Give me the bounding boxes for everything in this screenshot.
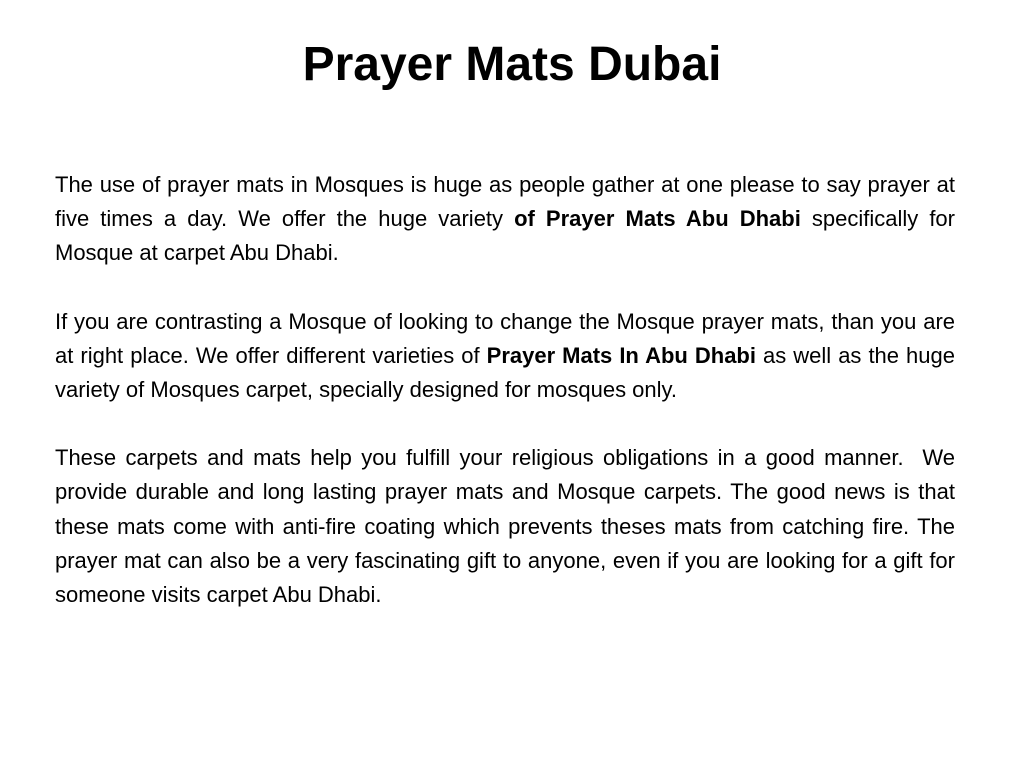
slide-title: Prayer Mats Dubai	[302, 38, 722, 91]
paragraph-2-text-start: If you are contrasting a Mosque of looking to change the Mosque prayer mats, than you are at right place. We offer different varieties of	[55, 308, 955, 368]
paragraph-2-bold-phrase: Prayer Mats In Abu Dhabi	[486, 342, 756, 368]
paragraph-1-bold-phrase: of Prayer Mats Abu Dhabi	[514, 206, 801, 232]
paragraph-1-text-end: specifically for Mosque at carpet Abu Dhabi.	[55, 206, 955, 266]
paragraph-2	[55, 305, 955, 408]
paragraph-1	[55, 168, 955, 271]
slide-body	[55, 168, 962, 646]
paragraph-3	[55, 441, 962, 612]
paragraph-3-text: These carpets and mats help you fulfill your religious obligations in a good manner. We provide durable and long lasting prayer mats and Mosque carpets. The good news is that these mats come with anti-fire coating which prevents theses mats from catching fire. The prayer mat can also be a very fascinating gift to anyone, even if you are looking for a gift for someone visits carpet Abu Dhabi.	[55, 445, 962, 608]
paragraph-2-text-end: as well as the huge variety of Mosques carpet, specially designed for mosques only.	[55, 342, 955, 403]
paragraph-1-text-start: The use of prayer mats in Mosques is huge as people gather at one please to say prayer at five times a day. We offer the huge variety	[55, 172, 955, 232]
